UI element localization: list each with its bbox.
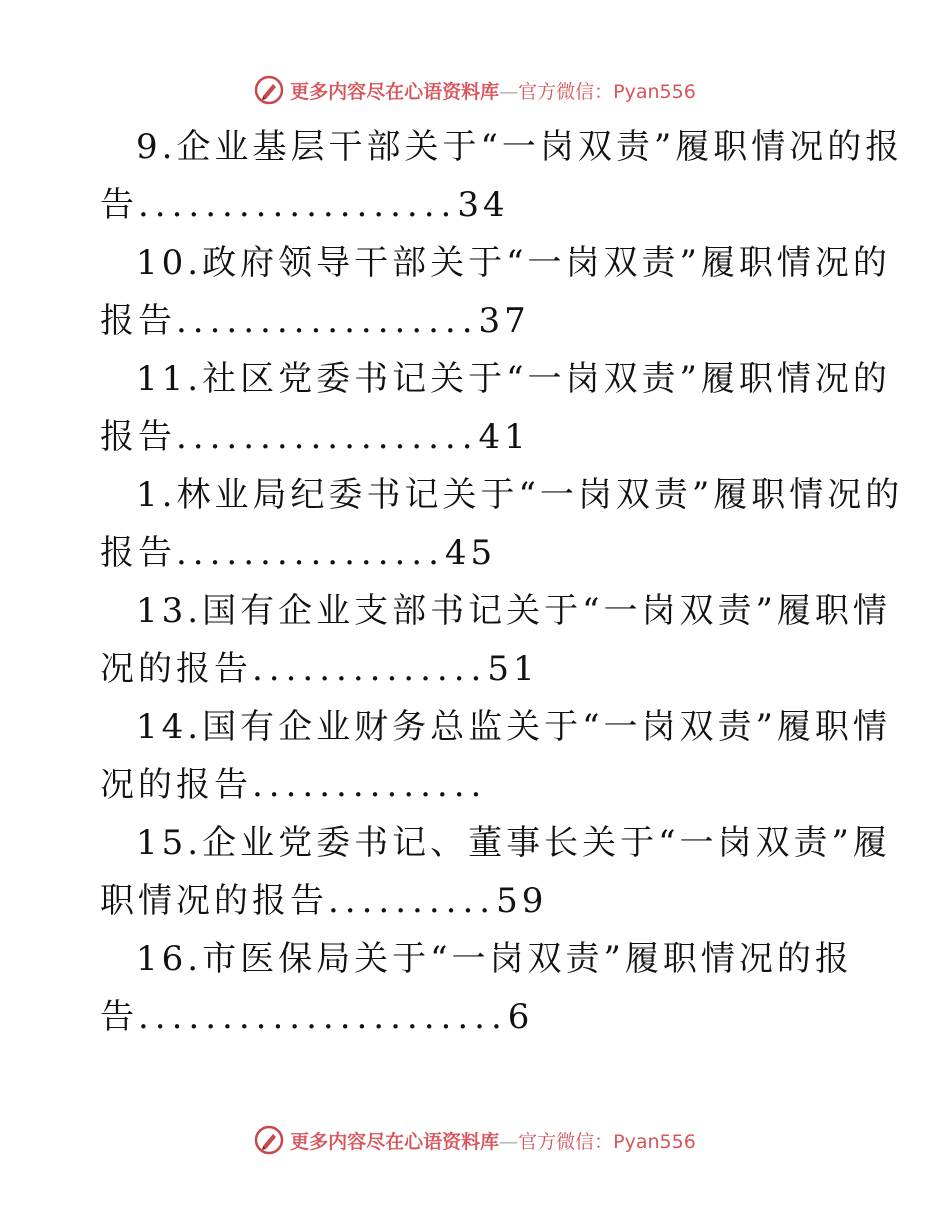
toc-page-number: 34 xyxy=(457,185,509,225)
toc-leader-dots: .......... xyxy=(328,881,497,921)
table-of-contents xyxy=(100,118,904,1046)
toc-entry-continuation xyxy=(100,872,860,930)
toc-entry-title: 9.企业基层干部关于“一岗双责”履职情况的报 xyxy=(136,127,904,167)
toc-entry-title: 10.政府领导干部关于“一岗双责”履职情况的 xyxy=(136,243,891,283)
toc-entry-continuation xyxy=(100,292,860,350)
pen-logo-icon xyxy=(254,1125,284,1155)
watermark-separator: — xyxy=(499,80,519,103)
toc-entry-continuation xyxy=(100,756,860,814)
watermark-brand: 更多内容尽在心语资料库 xyxy=(290,80,500,103)
toc-page-number: 59 xyxy=(496,881,548,921)
toc-entry[interactable] xyxy=(100,118,904,234)
toc-leader-dots: ................... xyxy=(138,185,458,225)
toc-entry-title-end: 告 xyxy=(100,185,138,225)
toc-entry-title-end: 职情况的报告 xyxy=(100,881,328,921)
header-watermark xyxy=(0,70,950,110)
toc-entry-title-end: 况的报告 xyxy=(100,765,252,805)
watermark-separator: — xyxy=(499,1130,519,1153)
toc-entry-title: 1.林业局纪委书记关于“一岗双责”履职情况的 xyxy=(136,475,904,515)
toc-entry-title: 15.企业党委书记、董事长关于“一岗双责”履 xyxy=(136,823,891,863)
toc-entry[interactable] xyxy=(100,930,860,1046)
toc-page-number: 45 xyxy=(444,533,497,573)
footer-watermark xyxy=(0,1120,950,1160)
toc-entry-title: 11.社区党委书记关于“一岗双责”履职情况的 xyxy=(136,359,891,399)
toc-entry[interactable] xyxy=(100,582,891,698)
watermark-brand: 更多内容尽在心语资料库 xyxy=(290,1130,500,1153)
watermark-text xyxy=(290,1127,696,1154)
toc-leader-dots: .................. xyxy=(176,417,479,457)
toc-leader-dots: ...................... xyxy=(138,997,508,1037)
toc-entry-title-end: 况的报告 xyxy=(100,649,252,689)
toc-entry-title-end: 报告 xyxy=(100,301,176,341)
toc-entry[interactable] xyxy=(100,698,891,814)
toc-entry[interactable] xyxy=(100,350,891,466)
toc-entry-continuation xyxy=(100,524,860,582)
pen-logo-icon xyxy=(254,75,284,105)
toc-entry-title-end: 报告 xyxy=(100,533,176,573)
toc-entry-continuation xyxy=(100,988,860,1046)
toc-entry-title-end: 报告 xyxy=(100,417,176,457)
toc-entry[interactable] xyxy=(100,466,904,582)
toc-leader-dots: .............. xyxy=(252,765,488,805)
toc-entry-continuation xyxy=(100,408,860,466)
toc-page-number: 6 xyxy=(507,997,534,1037)
toc-entry[interactable] xyxy=(100,814,891,930)
toc-entry-title: 16.市医保局关于“一岗双责”履职情况的报 xyxy=(136,939,853,979)
toc-entry-continuation xyxy=(100,176,860,234)
toc-entry-continuation xyxy=(100,640,860,698)
watermark-wechat: 官方微信：Pyan556 xyxy=(518,1130,696,1153)
toc-leader-dots: .................. xyxy=(176,301,479,341)
toc-entry-title-end: 告 xyxy=(100,997,138,1037)
watermark-text xyxy=(290,77,696,104)
toc-leader-dots: .............. xyxy=(252,649,488,689)
watermark-wechat: 官方微信：Pyan556 xyxy=(518,80,696,103)
toc-entry[interactable] xyxy=(100,234,891,350)
toc-page-number: 41 xyxy=(478,417,530,457)
toc-entry-title: 13.国有企业支部书记关于“一岗双责”履职情 xyxy=(136,591,891,631)
toc-page-number: 37 xyxy=(478,301,530,341)
toc-entry-title: 14.国有企业财务总监关于“一岗双责”履职情 xyxy=(136,707,891,747)
toc-leader-dots: ................ xyxy=(176,533,445,573)
toc-page-number: 51 xyxy=(487,649,539,689)
